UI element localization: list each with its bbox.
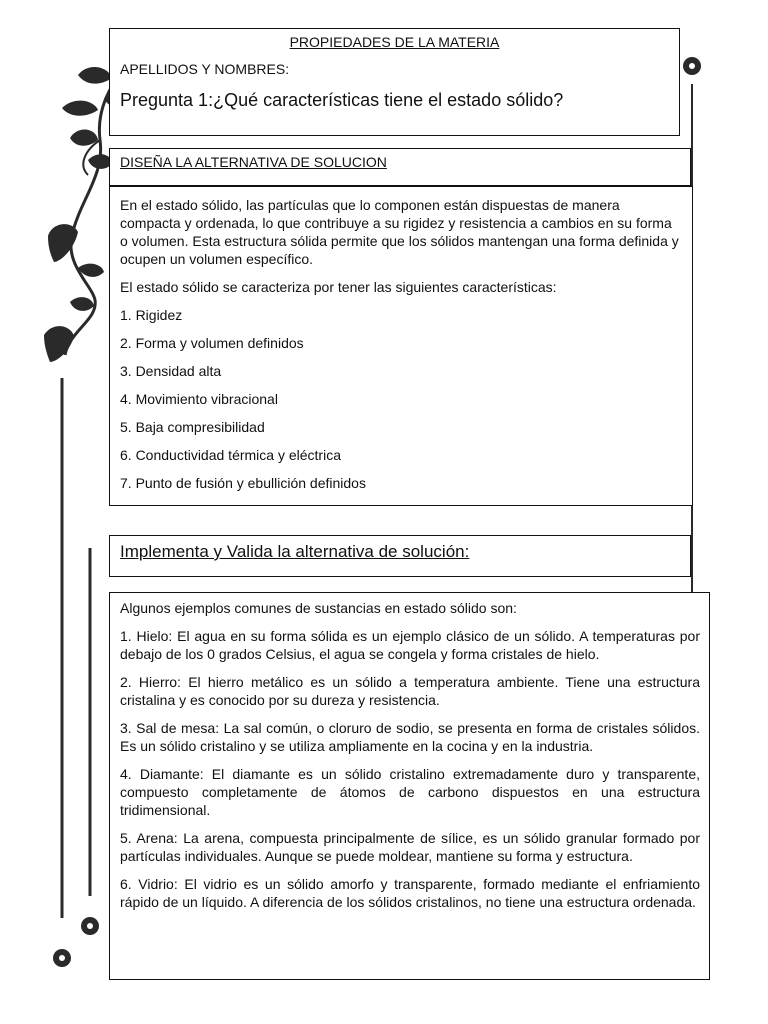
design-heading: DISEÑA LA ALTERNATIVA DE SOLUCION	[120, 154, 387, 170]
list-item: 2. Forma y volumen definidos	[120, 335, 304, 351]
header-box	[109, 28, 680, 136]
example-item: 1. Hielo: El agua en su forma sólida es un ejemplo clásico de un sólido. A temperaturas por debajo de los 0 grados Celsius, el agua se congela y forma cristales de hielo.	[120, 628, 700, 662]
page-title: PROPIEDADES DE LA MATERIA	[289, 34, 500, 50]
example-item: 4. Diamante: El diamante es un sólido cristalino extremadamente duro y transparente, compuesto completamente de átomos de carbono dispuestos en una estructura tridimensional.	[120, 766, 700, 818]
names-label: APELLIDOS Y NOMBRES:	[120, 61, 290, 77]
example-item: 5. Arena: La arena, compuesta principalmente de sílice, es un sólido granular formado por partículas individuales. Aunque se puede moldear, mantiene su forma y estructura.	[120, 830, 700, 864]
implement-heading: Implementa y Valida la alternativa de solución:	[120, 542, 470, 561]
implement-content-box	[109, 592, 710, 980]
list-item: 5. Baja compresibilidad	[120, 419, 265, 435]
design-intro: En el estado sólido, las partículas que lo componen están dispuestas de manera compacta y ordenada, lo que contribuye a su rigidez y resistencia a cambios en su forma o volumen. Esta estructura sólida permite que los sólidos mantengan una forma definida y ocupen un volumen específico.	[120, 197, 679, 267]
example-item: 3. Sal de mesa: La sal común, o cloruro de sodio, se presenta en forma de cristales sólidos. Es un sólido cristalino y se utiliza ampliamente en la cocina y en la industria.	[120, 720, 700, 754]
list-item: 4. Movimiento vibracional	[120, 391, 278, 407]
list-item: 7. Punto de fusión y ebullición definidos	[120, 475, 366, 491]
example-item: 6. Vidrio: El vidrio es un sólido amorfo y transparente, formado mediante el enfriamiento rápido de un líquido. A diferencia de los sólidos cristalinos, no tiene una estructura ordenada.	[120, 876, 700, 910]
list-item: 3. Densidad alta	[120, 363, 222, 379]
example-item: 2. Hierro: El hierro metálico es un sólido a temperatura ambiente. Tiene una estructura cristalina y es conocido por su dureza y resistencia.	[120, 674, 700, 708]
design-content-box	[109, 186, 693, 506]
list-item: 6. Conductividad térmica y eléctrica	[120, 447, 341, 463]
list-item: 1. Rigidez	[120, 307, 183, 323]
implement-intro: Algunos ejemplos comunes de sustancias en estado sólido son:	[120, 600, 517, 616]
design-lead: El estado sólido se caracteriza por tener las siguientes características:	[120, 279, 557, 295]
question-text: Pregunta 1:¿Qué características tiene el estado sólido?	[120, 90, 564, 110]
implement-heading-box	[109, 535, 691, 577]
design-heading-box	[109, 148, 691, 186]
characteristics-list	[120, 306, 680, 492]
